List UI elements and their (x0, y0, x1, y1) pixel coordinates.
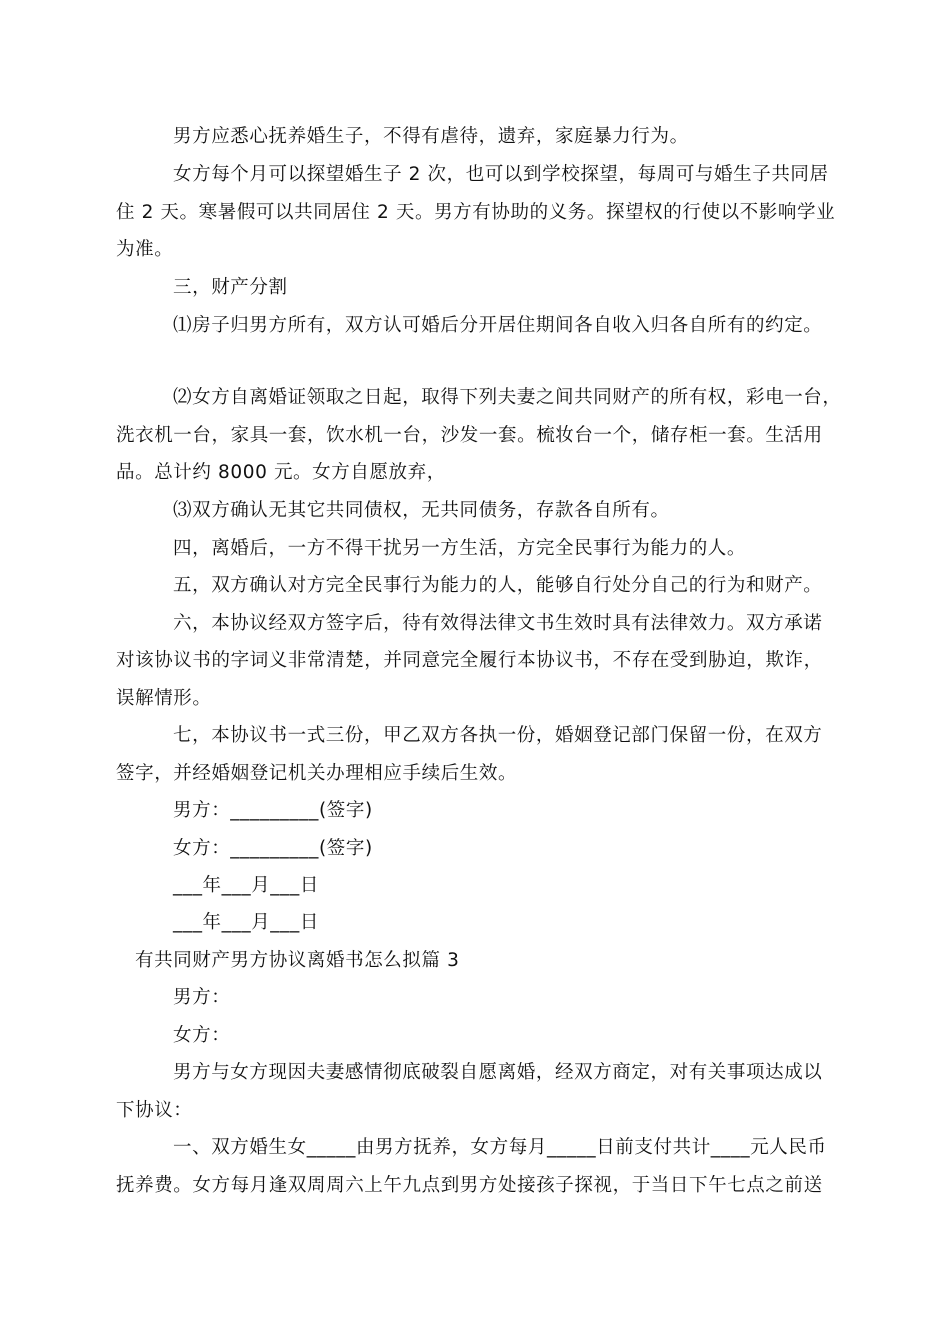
paragraph-line: 男方应悉心抚养婚生子，不得有虐待，遗弃，家庭暴力行为。 (173, 126, 689, 147)
paragraph-line: ⑴房子归男方所有，双方认可婚后分开居住期间各自收入归各自所有的约定。 (173, 315, 823, 336)
paragraph-line: 六，本协议经双方签字后，待有效得法律文书生效时具有法律效力。双方承诺 (173, 613, 823, 634)
paragraph-line: 签字，并经婚姻登记机关办理相应手续后生效。 (116, 763, 518, 784)
paragraph-line: 住 2 天。寒暑假可以共同居住 2 天。男方有协助的义务。探望权的行使以不影响学业 (116, 202, 836, 223)
paragraph-line: ⑶双方确认无其它共同债权，无共同债务，存款各自所有。 (173, 500, 670, 521)
section-heading: 三，财产分割 (173, 277, 288, 298)
paragraph-line: 男方与女方现因夫妻感情彻底破裂自愿离婚，经双方商定，对有关事项达成以 (173, 1062, 823, 1083)
paragraph-line: 女方每个月可以探望婚生子 2 次，也可以到学校探望，每周可与婚生子共同居 (173, 164, 829, 185)
paragraph-line: 一、双方婚生女_____由男方抚养，女方每月_____日前支付共计____元人民币 (173, 1137, 827, 1158)
section-title: 有共同财产男方协议离婚书怎么拟篇 3 (135, 950, 460, 971)
party-line-female: 女方： (173, 1025, 231, 1046)
paragraph-line: 对该协议书的字词义非常清楚，并同意完全履行本协议书，不存在受到胁迫，欺诈， (116, 650, 823, 671)
paragraph-line: ⑵女方自离婚证领取之日起，取得下列夫妻之间共同财产的所有权，彩电一台， (173, 387, 842, 408)
paragraph-line: 品。总计约 8000 元。女方自愿放弃， (116, 462, 446, 483)
paragraph-line: 下协议： (116, 1100, 193, 1121)
paragraph-line: 抚养费。女方每月逢双周周六上午九点到男方处接孩子探视，于当日下午七点之前送 (116, 1175, 823, 1196)
paragraph-line: 为准。 (116, 239, 174, 260)
paragraph-line: 七，本协议书一式三份，甲乙双方各执一份，婚姻登记部门保留一份，在双方 (173, 725, 823, 746)
date-line: ___年___月___日 (173, 912, 319, 933)
paragraph-line: 五，双方确认对方完全民事行为能力的人，能够自行处分自己的行为和财产。 (173, 575, 823, 596)
party-line-male: 男方： (173, 987, 231, 1008)
signature-line-female: 女方：_________(签字) (173, 838, 373, 859)
paragraph-line: 洗衣机一台，家具一套，饮水机一台，沙发一套。梳妆台一个，储存柜一套。生活用 (116, 425, 823, 446)
date-line: ___年___月___日 (173, 875, 319, 896)
signature-line-male: 男方：_________(签字) (173, 800, 373, 821)
paragraph-line: 误解情形。 (116, 688, 212, 709)
paragraph-line: 四，离婚后，一方不得干扰另一方生活，方完全民事行为能力的人。 (173, 538, 747, 559)
